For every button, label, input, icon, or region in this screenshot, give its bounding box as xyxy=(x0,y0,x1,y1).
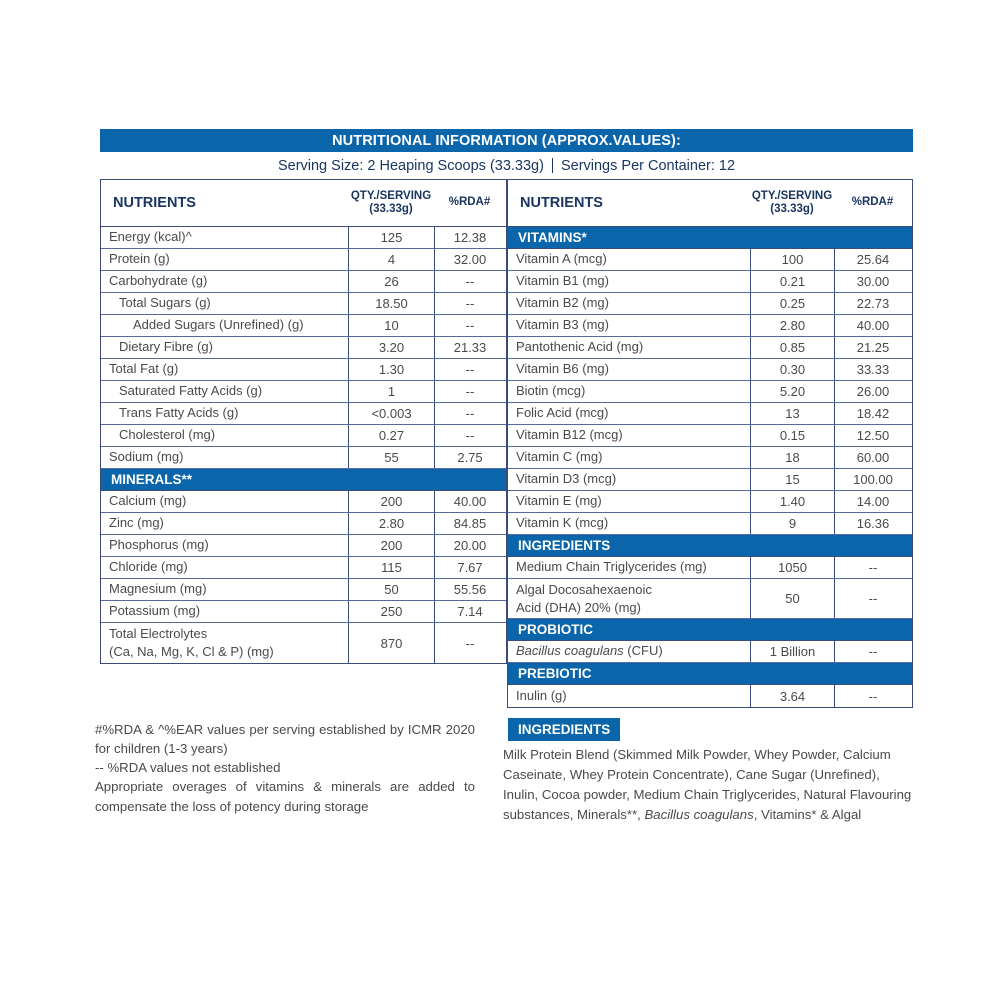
row-qty: 200 xyxy=(348,535,434,556)
row-qty: 3.64 xyxy=(750,685,834,707)
table-row xyxy=(101,249,506,271)
table-row xyxy=(101,447,506,469)
row-label: Vitamin E (mg) xyxy=(516,493,602,509)
row-qty: 9 xyxy=(750,513,834,534)
row-label: Phosphorus (mg) xyxy=(109,537,209,553)
row-label: Medium Chain Triglycerides (mg) xyxy=(516,559,707,575)
row-qty: <0.003 xyxy=(348,403,434,424)
row-label: Folic Acid (mcg) xyxy=(516,405,609,421)
row-qty: 50 xyxy=(750,579,834,618)
table-row xyxy=(508,685,912,707)
row-label: Protein (g) xyxy=(109,251,170,267)
table-row xyxy=(101,293,506,315)
algal-line1: Algal Docosahexaenoic xyxy=(516,581,652,597)
table-row xyxy=(508,425,912,447)
row-qty: 18.50 xyxy=(348,293,434,314)
row-rda: 100.00 xyxy=(834,469,911,490)
qty-serving-line1: QTY./SERVING xyxy=(751,189,833,202)
table-row xyxy=(101,557,506,579)
table-row xyxy=(101,337,506,359)
serving-size-row xyxy=(100,152,913,179)
row-qty: 1.30 xyxy=(348,359,434,380)
ingredients-text-part2: , Vitamins* & Algal xyxy=(753,807,862,823)
table-row xyxy=(101,315,506,337)
row-label: Vitamin K (mcg) xyxy=(516,515,609,531)
row-label: Cholesterol (mg) xyxy=(119,427,216,443)
row-rda: -- xyxy=(434,359,505,380)
banner-title: NUTRITIONAL INFORMATION (APPROX.VALUES): xyxy=(332,132,681,149)
row-qty: 0.30 xyxy=(750,359,834,380)
row-rda: 25.64 xyxy=(834,249,911,270)
row-rda: 7.67 xyxy=(434,557,505,578)
row-qty: 13 xyxy=(750,403,834,424)
row-rda: -- xyxy=(834,685,911,707)
probiotic-species-name: Bacillus coagulans xyxy=(516,643,624,659)
table-row xyxy=(101,601,506,623)
row-qty: 100 xyxy=(750,249,834,270)
row-rda: -- xyxy=(434,271,505,292)
row-rda: -- xyxy=(434,403,505,424)
table-header-row xyxy=(101,180,506,227)
row-label: Vitamin A (mcg) xyxy=(516,251,607,267)
table-row xyxy=(508,293,912,315)
row-label: Carbohydrate (g) xyxy=(109,273,208,289)
table-row-algal-dha xyxy=(508,579,912,619)
row-qty: 0.15 xyxy=(750,425,834,446)
nutrients-table-right xyxy=(507,179,913,708)
table-row xyxy=(508,315,912,337)
footnote-overages: Appropriate overages of vitamins & minerals are added to compensate the loss of potency during storage xyxy=(95,779,475,814)
row-label xyxy=(508,641,750,662)
table-row xyxy=(508,491,912,513)
column-header-nutrients: NUTRIENTS xyxy=(113,195,196,211)
table-row-total-electrolytes xyxy=(101,623,506,663)
row-rda: 33.33 xyxy=(834,359,911,380)
section-header-ingredients: INGREDIENTS xyxy=(508,535,912,557)
table-row xyxy=(508,337,912,359)
qty-serving-line1: QTY./SERVING xyxy=(350,189,432,202)
row-rda: -- xyxy=(434,293,505,314)
row-qty: 200 xyxy=(348,491,434,512)
row-rda: 40.00 xyxy=(434,491,505,512)
ingredients-badge: INGREDIENTS xyxy=(508,718,620,741)
table-row xyxy=(508,381,912,403)
row-rda: 26.00 xyxy=(834,381,911,402)
ingredients-list-text xyxy=(503,745,918,825)
row-label: Dietary Fibre (g) xyxy=(119,339,213,355)
section-header-minerals: MINERALS** xyxy=(101,469,506,491)
left-table-body xyxy=(101,227,506,663)
row-rda: 84.85 xyxy=(434,513,505,534)
row-qty: 1050 xyxy=(750,557,834,578)
row-rda: -- xyxy=(434,425,505,446)
row-rda: 14.00 xyxy=(834,491,911,512)
footnote-rda-ear: #%RDA & ^%EAR values per serving established by ICMR 2020 for children (1-3 years) xyxy=(95,722,475,757)
footnotes-block xyxy=(95,720,475,816)
row-rda: 2.75 xyxy=(434,447,505,468)
row-qty: 115 xyxy=(348,557,434,578)
row-rda: -- xyxy=(834,557,911,578)
row-qty: 2.80 xyxy=(348,513,434,534)
row-label: Vitamin B3 (mg) xyxy=(516,317,609,333)
row-label: Zinc (mg) xyxy=(109,515,164,531)
row-rda: 40.00 xyxy=(834,315,911,336)
table-header-row xyxy=(508,180,912,227)
row-label: Added Sugars (Unrefined) (g) xyxy=(133,317,304,333)
row-label: Vitamin B6 (mg) xyxy=(516,361,609,377)
row-rda: 21.25 xyxy=(834,337,911,358)
electrolytes-line1: Total Electrolytes xyxy=(109,626,208,642)
row-rda: 7.14 xyxy=(434,601,505,622)
ingredients-text-part1: Milk Protein Blend (Skimmed Milk Powder, Whey Powder, Calcium Caseinate, Whey Protein Concentrate), Cane Sugar (Unrefined), Inulin, Cocoa powder, Medium Chain Triglycerides, Natural Flavouring substances, Minerals**, xyxy=(503,747,912,823)
row-rda: 12.50 xyxy=(834,425,911,446)
row-label: Energy (kcal)^ xyxy=(109,229,192,245)
table-row xyxy=(508,271,912,293)
row-label: Magnesium (mg) xyxy=(109,581,207,597)
row-rda: 16.36 xyxy=(834,513,911,534)
row-qty: 0.85 xyxy=(750,337,834,358)
table-row xyxy=(101,535,506,557)
row-qty: 250 xyxy=(348,601,434,622)
table-row xyxy=(508,359,912,381)
nutritional-information-banner xyxy=(100,129,913,152)
algal-line2: Acid (DHA) 20% (mg) xyxy=(516,599,641,615)
row-label: Total Sugars (g) xyxy=(119,295,211,311)
row-qty: 3.20 xyxy=(348,337,434,358)
column-header-qty-serving xyxy=(750,180,834,226)
row-label: Vitamin B2 (mg) xyxy=(516,295,609,311)
nutrients-table-left xyxy=(100,179,507,664)
serving-separator xyxy=(552,158,553,173)
row-label: Biotin (mcg) xyxy=(516,383,586,399)
column-header-qty-serving xyxy=(348,180,434,226)
row-rda: 21.33 xyxy=(434,337,505,358)
table-row xyxy=(508,557,912,579)
table-row xyxy=(101,491,506,513)
column-header-rda: %RDA# xyxy=(851,196,894,209)
table-row xyxy=(101,359,506,381)
row-qty: 4 xyxy=(348,249,434,270)
row-label xyxy=(508,579,750,618)
row-rda: -- xyxy=(434,315,505,336)
table-row xyxy=(101,403,506,425)
row-qty: 0.25 xyxy=(750,293,834,314)
row-rda: 60.00 xyxy=(834,447,911,468)
section-header-prebiotic: PREBIOTIC xyxy=(508,663,912,685)
table-row xyxy=(508,469,912,491)
row-label: Vitamin C (mg) xyxy=(516,449,603,465)
table-row xyxy=(508,447,912,469)
row-qty: 5.20 xyxy=(750,381,834,402)
row-qty: 1.40 xyxy=(750,491,834,512)
row-rda: 18.42 xyxy=(834,403,911,424)
section-header-vitamins: VITAMINS* xyxy=(508,227,912,249)
table-row xyxy=(101,271,506,293)
ingredients-species-name: Bacillus coagulans xyxy=(644,807,754,823)
serving-size-label: Serving Size: 2 Heaping Scoops (33.33g) xyxy=(277,157,544,174)
row-qty: 2.80 xyxy=(750,315,834,336)
row-rda: 22.73 xyxy=(834,293,911,314)
row-qty: 1 xyxy=(348,381,434,402)
row-rda: 32.00 xyxy=(434,249,505,270)
row-label: Trans Fatty Acids (g) xyxy=(119,405,239,421)
row-qty: 55 xyxy=(348,447,434,468)
row-label xyxy=(101,623,348,663)
table-row xyxy=(101,381,506,403)
electrolytes-line2: (Ca, Na, Mg, K, Cl & P) (mg) xyxy=(109,644,274,659)
table-row xyxy=(101,579,506,601)
row-label: Potassium (mg) xyxy=(109,603,201,619)
row-rda: -- xyxy=(434,381,505,402)
row-label: Sodium (mg) xyxy=(109,449,184,465)
qty-serving-line2: (33.33g) xyxy=(369,203,413,215)
table-row xyxy=(508,249,912,271)
row-rda: -- xyxy=(834,641,911,662)
qty-serving-line2: (33.33g) xyxy=(770,203,814,215)
row-rda: 30.00 xyxy=(834,271,911,292)
row-rda: 20.00 xyxy=(434,535,505,556)
column-header-rda: %RDA# xyxy=(448,196,491,209)
footnote-rda-not-established: -- %RDA values not established xyxy=(95,760,281,776)
table-row xyxy=(508,403,912,425)
row-label: Vitamin D3 (mcg) xyxy=(516,471,617,487)
row-qty: 0.27 xyxy=(348,425,434,446)
table-row xyxy=(101,227,506,249)
row-qty: 870 xyxy=(348,623,434,663)
row-label: Saturated Fatty Acids (g) xyxy=(119,383,263,399)
table-row xyxy=(508,513,912,535)
right-table-body xyxy=(508,227,912,707)
probiotic-unit: (CFU) xyxy=(623,643,663,659)
row-qty: 10 xyxy=(348,315,434,336)
row-label: Pantothenic Acid (mg) xyxy=(516,339,644,355)
table-row-probiotic xyxy=(508,641,912,663)
row-qty: 1 Billion xyxy=(750,641,834,662)
row-label: Vitamin B12 (mcg) xyxy=(516,427,623,443)
row-qty: 50 xyxy=(348,579,434,600)
row-qty: 0.21 xyxy=(750,271,834,292)
row-label: Vitamin B1 (mg) xyxy=(516,273,609,289)
servings-per-container-label: Servings Per Container: 12 xyxy=(560,157,736,174)
row-label: Total Fat (g) xyxy=(109,361,179,377)
row-rda: 55.56 xyxy=(434,579,505,600)
row-label: Calcium (mg) xyxy=(109,493,187,509)
row-qty: 15 xyxy=(750,469,834,490)
row-rda: -- xyxy=(434,623,505,663)
table-row xyxy=(101,425,506,447)
row-label: Chloride (mg) xyxy=(109,559,188,575)
row-qty: 26 xyxy=(348,271,434,292)
section-header-probiotic: PROBIOTIC xyxy=(508,619,912,641)
table-row xyxy=(101,513,506,535)
row-label: Inulin (g) xyxy=(516,687,567,703)
row-rda: -- xyxy=(834,579,911,618)
row-qty: 125 xyxy=(348,227,434,248)
column-header-nutrients: NUTRIENTS xyxy=(520,195,603,211)
row-rda: 12.38 xyxy=(434,227,505,248)
row-qty: 18 xyxy=(750,447,834,468)
